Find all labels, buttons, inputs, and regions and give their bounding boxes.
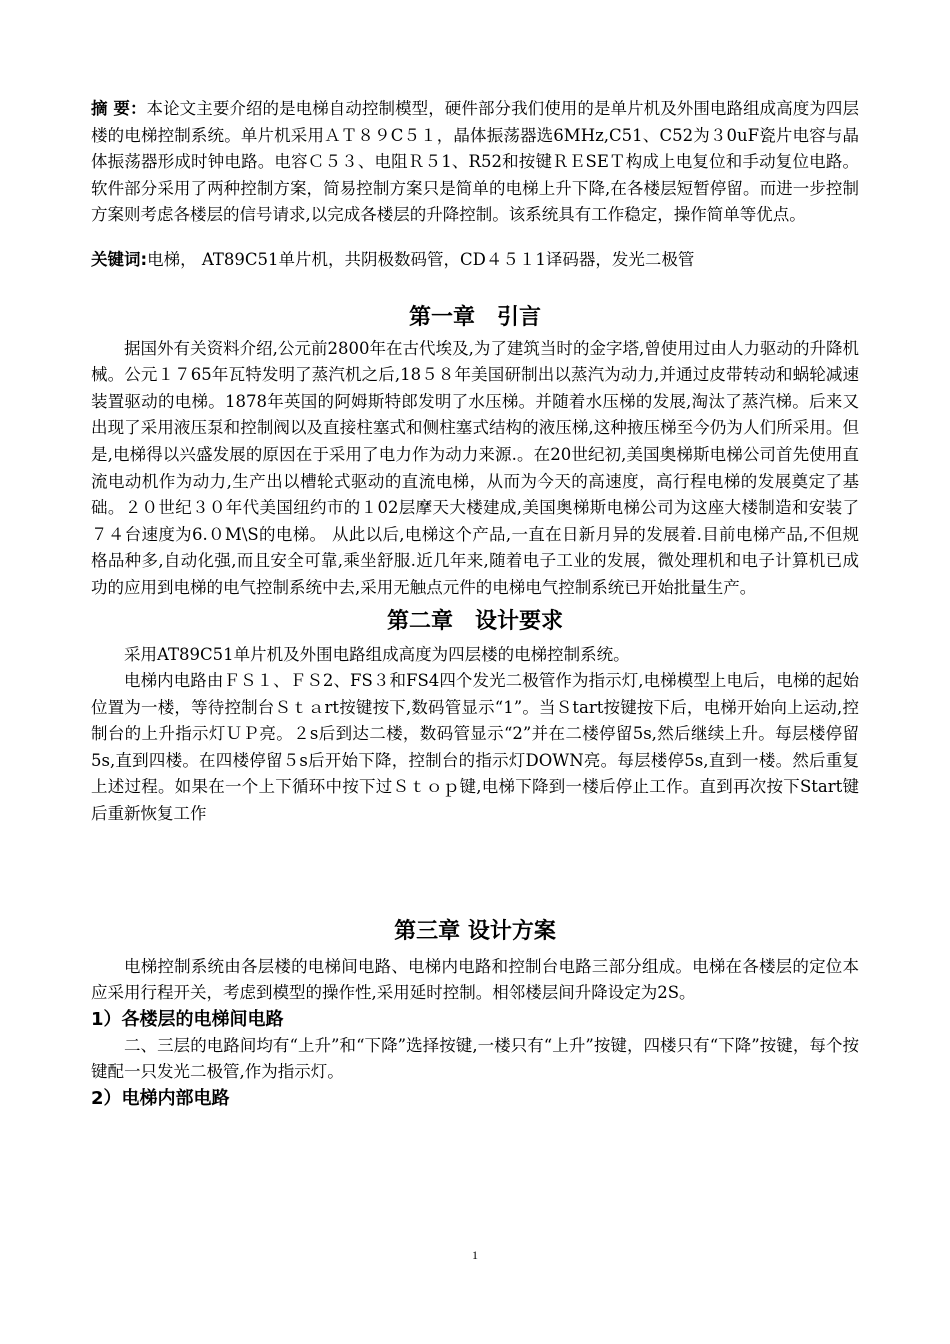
section1-paragraph: 二、三层的电路间均有“上升”和“下降”选择按键,一楼只有“上升”按键，四楼只有“下降”按键，每个按键配一只发光二极管,作为指示灯。 — [91, 1035, 859, 1082]
section1-heading: 1）各楼层的电梯间电路 — [91, 1008, 284, 1030]
chapter2-title: 第二章 设计要求 — [386, 608, 563, 634]
keywords-label: 关键词: — [91, 249, 148, 269]
keywords-text: 电梯， AT89C51单片机，共阴极数码管，CD４５１1译码器，发光二极管 — [147, 249, 695, 269]
keywords-paragraph — [91, 247, 859, 274]
chapter1-title: 第一章 引言 — [408, 304, 541, 330]
abstract-paragraph — [91, 96, 859, 229]
chapter2-paragraph-2: 电梯内电路由ＦＳ１、ＦＳ2、FS３和FS4四个发光二极管作为指示灯,电梯模型上电后，电梯的起始位置为一楼，等待控制台Ｓｔａrt按键按下,数码管显示“1”。当Ｓtart按键按下后，电梯开始向上运动,控制台的上升指示灯ＵＰ亮。２s后到达二楼，数码管显示“2”并在二楼停留5s,然后继续上升。每层楼停留5s,直到四楼。在四楼停留５s后开始下降，控制台的指示灯DOWN亮。每层楼停5s,直到一楼。然后重复上述过程。如果在一个上下循环中按下过Ｓｔｏｐ键,电梯下降到一楼后停止工作。直到再次按下Start键后重新恢复工作 — [91, 671, 859, 824]
chapter1-paragraph: 据国外有关资料介绍,公元前2800年在古代埃及,为了建筑当时的金字塔,曾使用过由人力驱动的升降机械。公元１７65年瓦特发明了蒸汽机之后,18５８年美国研制出以蒸汽为动力,并通过皮带转动和蜗轮减速装置驱动的电梯。1878年英国的阿姆斯特郎发明了水压梯。并随着水压梯的发展,淘汰了蒸汽梯。后来又出现了采用液压泵和控制阀以及直接柱塞式和侧柱塞式结构的液压梯,这种掖压梯至今仍为人们所采用。但是,电梯得以兴盛发展的原因在于采用了电力作为动力来源.。在20世纪初,美国奥梯斯电梯公司首先使用直流电动机作为动力,生产出以槽轮式驱动的直流电梯，从而为今天的高速度，高行程电梯的发展奠定了基础。２０世纪３０年代美国纽约市的１02层摩天大楼建成,美国奥梯斯电梯公司为这座大楼制造和安装了７４台速度为6.０M\S的电梯。 从此以后,电梯这个产品,一直在日新月异的发展着.目前电梯产品,不但规格品种多,自动化强,而且安全可靠,乘坐舒服.近几年来,随着电子工业的发展，微处理机和电子计算机已成功的应用到电梯的电气控制系统中去,采用无触点元件的电梯电气控制系统已开始批量生产。 — [91, 338, 859, 597]
chapter2-paragraph-1: 采用AT89C51单片机及外围电路组成高度为四层楼的电梯控制系统。 — [124, 644, 630, 664]
chapter3-paragraph: 电梯控制系统由各层楼的电梯间电路、电梯内电路和控制台电路三部分组成。电梯在各楼层的定位本应采用行程开关，考虑到模型的操作性,采用延时控制。相邻楼层间升降设定为2S。 — [91, 956, 859, 1003]
abstract-label: 摘 要： — [91, 99, 147, 118]
section2-heading: 2）电梯内部电路 — [91, 1088, 230, 1110]
abstract-text: 本论文主要介绍的是电梯自动控制模型，硬件部分我们使用的是单片机及外围电路组成高度为四层楼的电梯控制系统。单片机采用ＡＴ８９C５１，晶体振荡器选6MHz,C51、C52为３0uF瓷片电容与晶体振荡器形成时钟电路。电容Ｃ５３、电阻Ｒ５1、R52和按键ＲＥSEＴ构成上电复位和手动复位电路。软件部分采用了两种控制方案，简易控制方案只是简单的电梯上升下降,在各楼层短暂停留。而进一步控制方案则考虑各楼层的信号请求,以完成各楼层的升降控制。该系统具有工作稳定，操作简单等优点。 — [91, 99, 859, 225]
document-body — [91, 96, 859, 1112]
page-number: 1 — [472, 1248, 478, 1262]
chapter3-title: 第三章 设计方案 — [394, 918, 556, 944]
